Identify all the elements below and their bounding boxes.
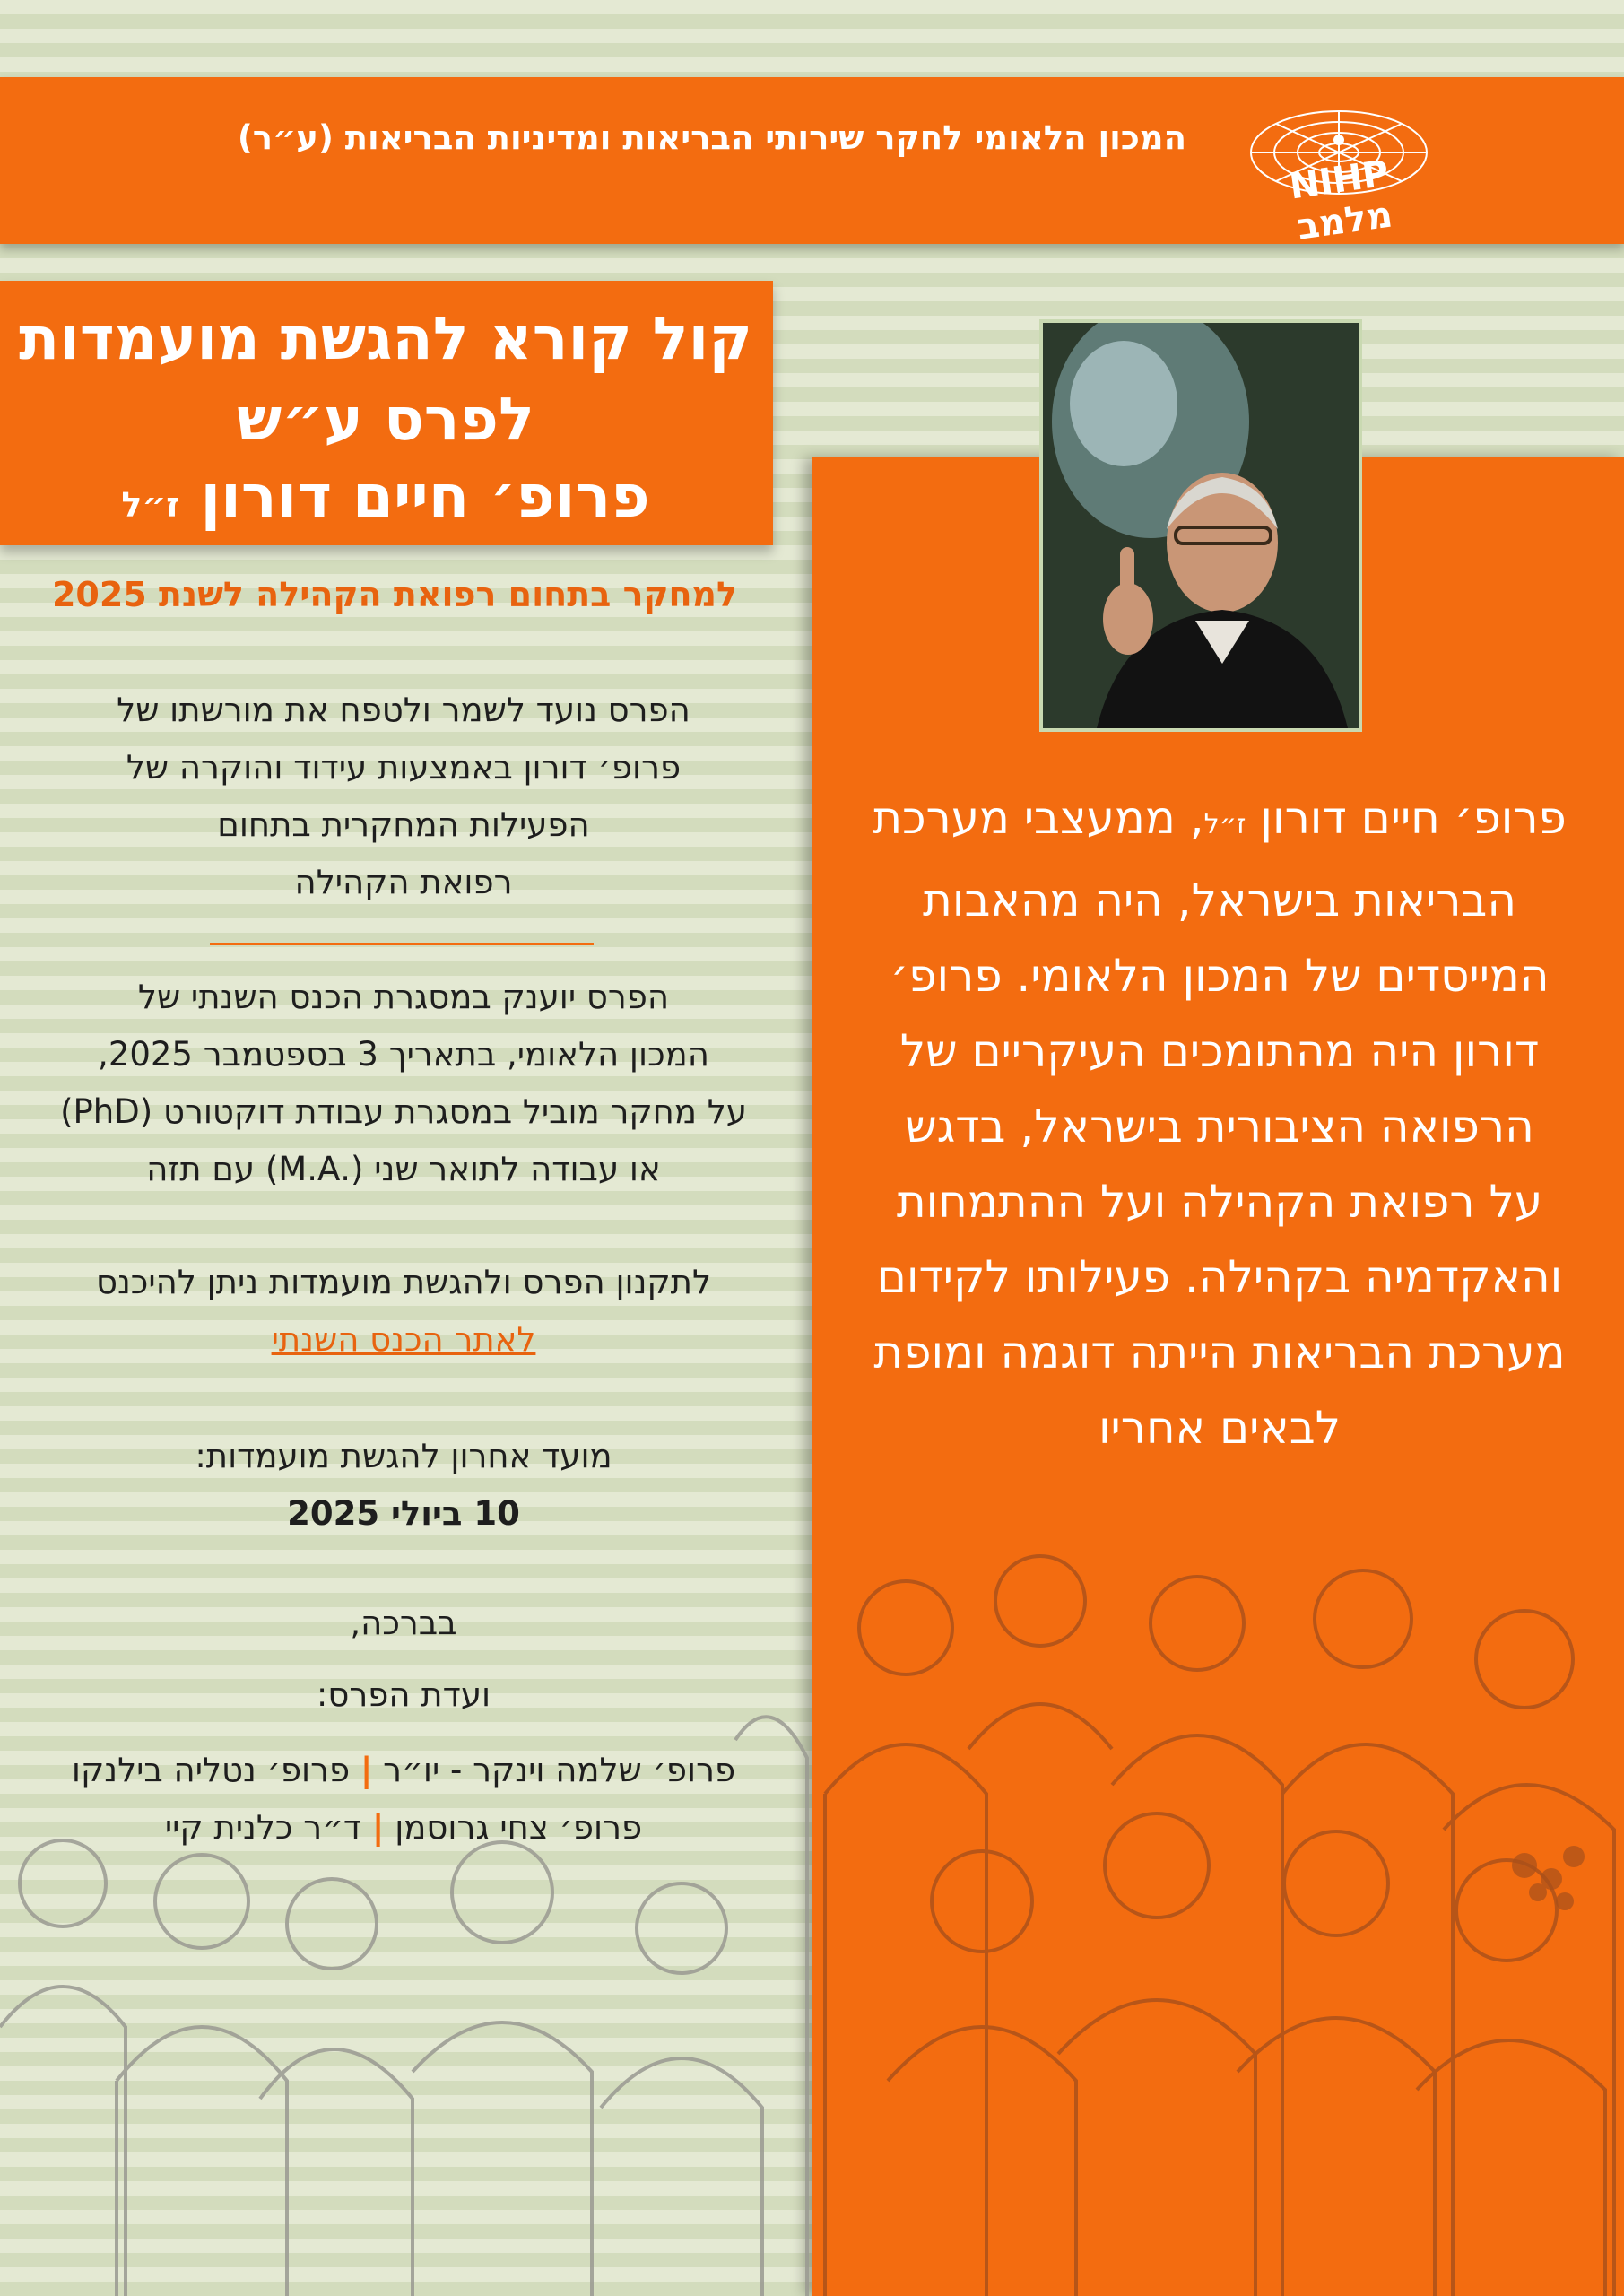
- bio-line: הבריאות בישראל, היה מהאבות: [923, 874, 1516, 926]
- organization-name: המכון הלאומי לחקר שירותי הבריאות ומדיניות הבריאות (ע״ר): [237, 118, 1186, 157]
- bio-line: דורון היה מהתומכים העיקריים של: [899, 1025, 1540, 1077]
- purpose-line: פרופ׳ דורון באמצעות עידוד והוקרה של: [126, 748, 682, 787]
- committee-label: ועדת הפרס:: [316, 1675, 491, 1714]
- purpose-line: הפעילות המחקרית בתחום: [217, 805, 590, 844]
- award-details-text: [27, 969, 780, 1198]
- bio-name: פרופ׳ חיים דורון: [1260, 792, 1567, 844]
- purpose-text: [27, 682, 780, 911]
- bio-line: [834, 780, 1605, 863]
- award-line: או עבודה לתואר שני (.M.A) עם תזה: [146, 1150, 661, 1188]
- award-line: המכון הלאומי, בתאריך 3 בספטמבר 2025,: [98, 1035, 709, 1074]
- bio-line: לבאים אחריו: [1098, 1402, 1342, 1454]
- separator: |: [360, 1751, 373, 1789]
- bio-line-rest: , ממעצבי מערכת: [873, 792, 1204, 844]
- section-divider: [210, 943, 594, 945]
- portrait-illustration-icon: [1043, 323, 1359, 728]
- bio-name-suffix: ז״ל: [1203, 809, 1246, 840]
- award-line: הפרס יוענק במסגרת הכנס השנתי של: [137, 978, 670, 1016]
- call-subtitle: למחקר בתחום רפואת הקהילה לשנת 2025: [51, 575, 738, 614]
- bio-text: [834, 780, 1605, 1465]
- bio-line: מערכת הבריאות הייתה דוגמה ומופת: [873, 1326, 1566, 1378]
- regulations-line: לתקנון הפרס ולהגשת מועמדות ניתן להיכנס: [95, 1263, 712, 1301]
- title-line-3: [0, 462, 771, 531]
- bio-line: המייסדים של המכון הלאומי. פרופ׳: [890, 950, 1550, 1002]
- honoree-suffix: ז״ל: [121, 485, 180, 525]
- bio-line: על רפואת הקהילה ועל ההתמחות: [896, 1176, 1543, 1228]
- bio-line: והאקדמיה בקהילה. פעילותו לקידום: [876, 1251, 1563, 1303]
- logo-text: NIHP מלמב: [1287, 152, 1395, 248]
- call-title-box: [0, 281, 773, 545]
- purpose-line: רפואת הקהילה: [294, 863, 513, 901]
- committee-member: פרופ׳ נטליה בילנקו: [71, 1751, 351, 1789]
- bio-line: הרפואה הציבורית בישראל, בדגש: [905, 1100, 1534, 1152]
- committee-member: פרופ׳ צחי גרוסמן: [395, 1808, 643, 1847]
- greeting: בברכה,: [350, 1604, 457, 1642]
- title-line-2: לפרס ע״ש: [237, 385, 534, 454]
- purpose-line: הפרס נועד לשמר ולטפח את מורשתו של: [117, 691, 690, 729]
- regulations-text: [27, 1254, 780, 1369]
- committee-member: פרופ׳ שלמה וינקר - יו״ר: [383, 1751, 736, 1789]
- deadline-date: 10 ביולי 2025: [287, 1494, 520, 1533]
- honoree-name: פרופ׳ חיים דורון: [200, 462, 650, 531]
- title-line-1: קול קורא להגשת מועמדות: [19, 304, 752, 373]
- award-line: על מחקר מוביל במסגרת עבודת דוקטורט (PhD): [60, 1092, 747, 1131]
- portrait-photo: [1039, 319, 1362, 732]
- conference-site-link[interactable]: לאתר הכנס השנתי: [271, 1320, 536, 1359]
- separator: |: [371, 1808, 385, 1847]
- crowd-illustration-icon: [0, 1525, 1624, 2296]
- committee-member: ד״ר כלנית קיי: [164, 1808, 362, 1847]
- deadline-label: מועד אחרון להגשת מועמדות:: [195, 1437, 612, 1475]
